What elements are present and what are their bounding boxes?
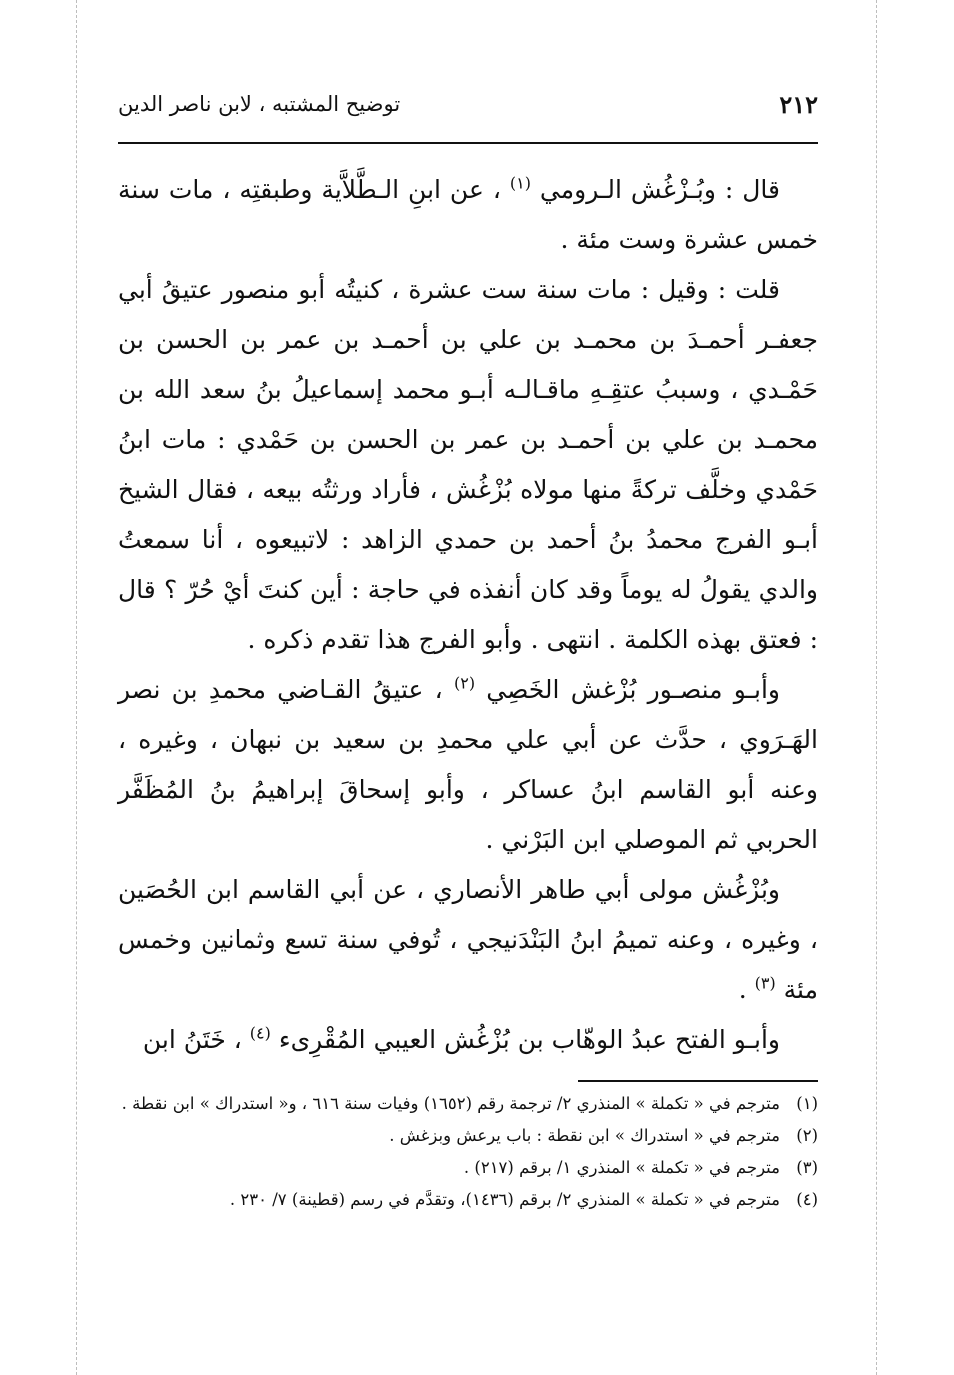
footnote-number: (٢) — [796, 1126, 818, 1145]
paragraph-5-text-b: ، خَتَنُ ابن — [142, 1025, 242, 1054]
scan-margin-line-left — [76, 0, 77, 1375]
footnote-number: (٤) — [796, 1190, 818, 1209]
footnote-separator — [578, 1080, 818, 1082]
paragraph-5 — [118, 1015, 818, 1065]
footnote-1 — [118, 1090, 818, 1117]
page-header — [118, 90, 818, 126]
paragraph-3-text-b: ، عتيقُ القـاضي محمدِ بن نصر الهَـرَوي ، حدَّث عن أبي علي محمدِ بن سعيد بن نبهان ، وغيره ، وعنه أبو القاسم ابنُ عساكر ، وأبو إسحاقَ إبراهيمُ بنُ المُظَفَّر الحربي ثم الموصلي ابن البَرْني . — [118, 675, 818, 854]
paragraph-1 — [118, 165, 818, 265]
scan-margin-line-right — [876, 0, 877, 1375]
running-title: توضيح المشتبه ، لابن ناصر الدين — [118, 92, 401, 116]
footnote-text: مترجم في « تكملة » المنذري ١/ برقم (٢١٧) . — [463, 1158, 780, 1177]
footnote-text: مترجم في « تكملة » المنذري ٢/ برقم (١٤٣٦)، وتقدَّم في رسم (قطينة) ٧/ ٢٣٠ . — [229, 1190, 780, 1209]
paragraph-3 — [118, 665, 818, 865]
paragraph-4-text-a: وبُزْغُش مولى أبي طاهر الأنصاري ، عن أبي القاسم ابن الحُصَين ، وغيره ، وعنه تميمُ ابنُ البَنْدَنيجي ، تُوفي سنة تسع وثمانين وخمس مئة — [118, 875, 818, 1004]
footnote-number: (١) — [796, 1094, 818, 1113]
paragraph-4-text-b: . — [738, 975, 747, 1004]
main-text — [118, 165, 818, 1065]
footnote-2 — [118, 1122, 818, 1149]
paragraph-1-text-b: ، عن ابنِ الـطَّلاَّية وطبقتِه ، مات سنة خمس عشرة وست مئة . — [118, 175, 818, 254]
paragraph-5-text-a: وأبـو الفتح عبدُ الوهّاب بن بُزْغُش العيبي المُقْرِىء — [278, 1025, 780, 1054]
footnote-number: (٣) — [796, 1158, 818, 1177]
footnote-text: مترجم في « استدراك » ابن نقطة : باب يرعش وبزغش . — [389, 1126, 780, 1145]
page-number: ٢١٢ — [779, 90, 818, 119]
paragraph-3-text-a: وأبـو منصـور بُزْغش الخَصِي — [486, 675, 780, 704]
footnote-3 — [118, 1154, 818, 1181]
note-ref-2: (٢) — [453, 673, 476, 693]
footnote-text: مترجم في « تكملة » المنذري ٢/ ترجمة رقم (١٦٥٢) وفيات سنة ٦١٦ ، و« استدراك » ابن نقطة . — [121, 1094, 780, 1113]
paragraph-2 — [118, 265, 818, 665]
note-ref-4: (٤) — [249, 1023, 271, 1043]
footnote-4 — [118, 1186, 818, 1213]
paragraph-2-text: قلت : وقيل : مات سنة ست عشرة ، كنيتُه أبو منصور عتيقُ أبي جعفـر أحمـدَ بن محمـد بن علي بن أحمـد بن عمر بن الحسن بن حَمْـدي ، وسببُ عتقِـهِ ماقـالـه أبـو محمد إسماعيلُ بنُ سعد الله بن محمـد بن علي بن أحمـد بن عمر بن الحسن بن حَمْدي : مات ابنُ حَمْدي وخلَّف تركةً منها مولاه بُزْغُش ، فأراد ورثتُه بيعه ، فقال الشيخ أبـو الفرج محمدُ بنُ أحمد بن حمدي الزاهد : لاتبيعوه ، أنا سمعتُ والدي يقولُ له يوماً وقد كان أنفذه في حاجة : أين كنتَ أيْ حُرّ ؟ قال : فعتق بهذه الكلمة . انتهى . وأبو الفرج هذا تقدم ذكره . — [118, 275, 818, 654]
paragraph-1-text-a: قال : وبُـزْغُش الـرومي — [539, 175, 780, 204]
note-ref-3: (٣) — [754, 973, 776, 993]
note-ref-1: (١) — [509, 173, 531, 193]
footnotes — [118, 1090, 818, 1218]
paragraph-4 — [118, 865, 818, 1015]
header-rule — [118, 142, 818, 144]
